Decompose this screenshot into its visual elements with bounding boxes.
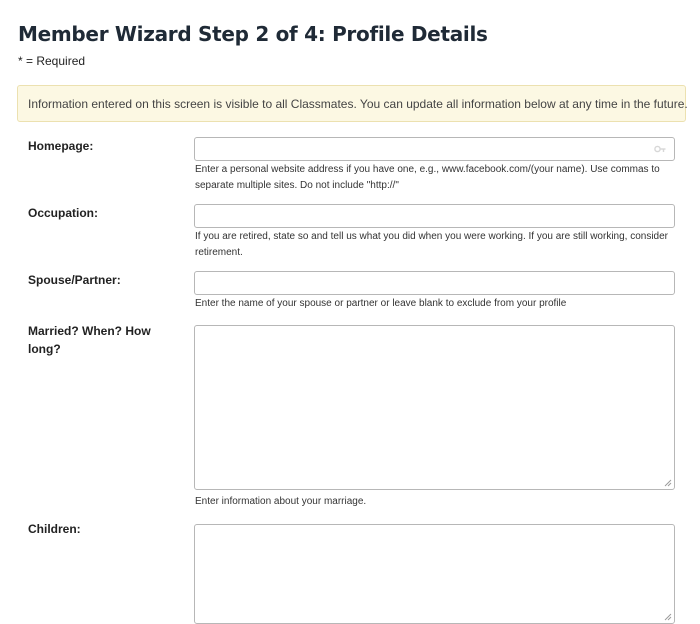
resize-grip-icon[interactable] — [664, 479, 672, 487]
resize-grip-icon[interactable] — [664, 613, 672, 621]
homepage-label: Homepage: — [28, 139, 94, 153]
required-note: * = Required — [18, 54, 86, 68]
occupation-input[interactable] — [194, 204, 675, 228]
spouse-partner-help: Enter the name of your spouse or partner or leave blank to exclude from your profile — [195, 298, 567, 309]
spouse-partner-label: Spouse/Partner: — [28, 273, 121, 287]
married-label: Married? When? How long? — [28, 324, 151, 356]
occupation-help: If you are retired, state so and tell us what you did when you were working. If you are still working, consider retirement. — [195, 231, 669, 258]
married-help: Enter information about your marriage. — [195, 496, 367, 507]
spouse-partner-input[interactable] — [194, 271, 675, 295]
info-notice: Information entered on this screen is visible to all Classmates. You can update all information below at any time in the future. — [17, 85, 686, 122]
children-label: Children: — [28, 522, 81, 536]
homepage-help: Enter a personal website address if you have one, e.g., www.facebook.com/(your name). Use commas to separate multiple sites. Do not include "http://" — [195, 164, 660, 191]
occupation-label: Occupation: — [28, 206, 99, 220]
homepage-input[interactable] — [194, 137, 675, 161]
married-textarea[interactable] — [194, 325, 675, 490]
children-textarea[interactable] — [194, 524, 675, 624]
autofill-key-icon[interactable] — [654, 144, 666, 154]
page-title: Member Wizard Step 2 of 4: Profile Details — [18, 22, 488, 46]
